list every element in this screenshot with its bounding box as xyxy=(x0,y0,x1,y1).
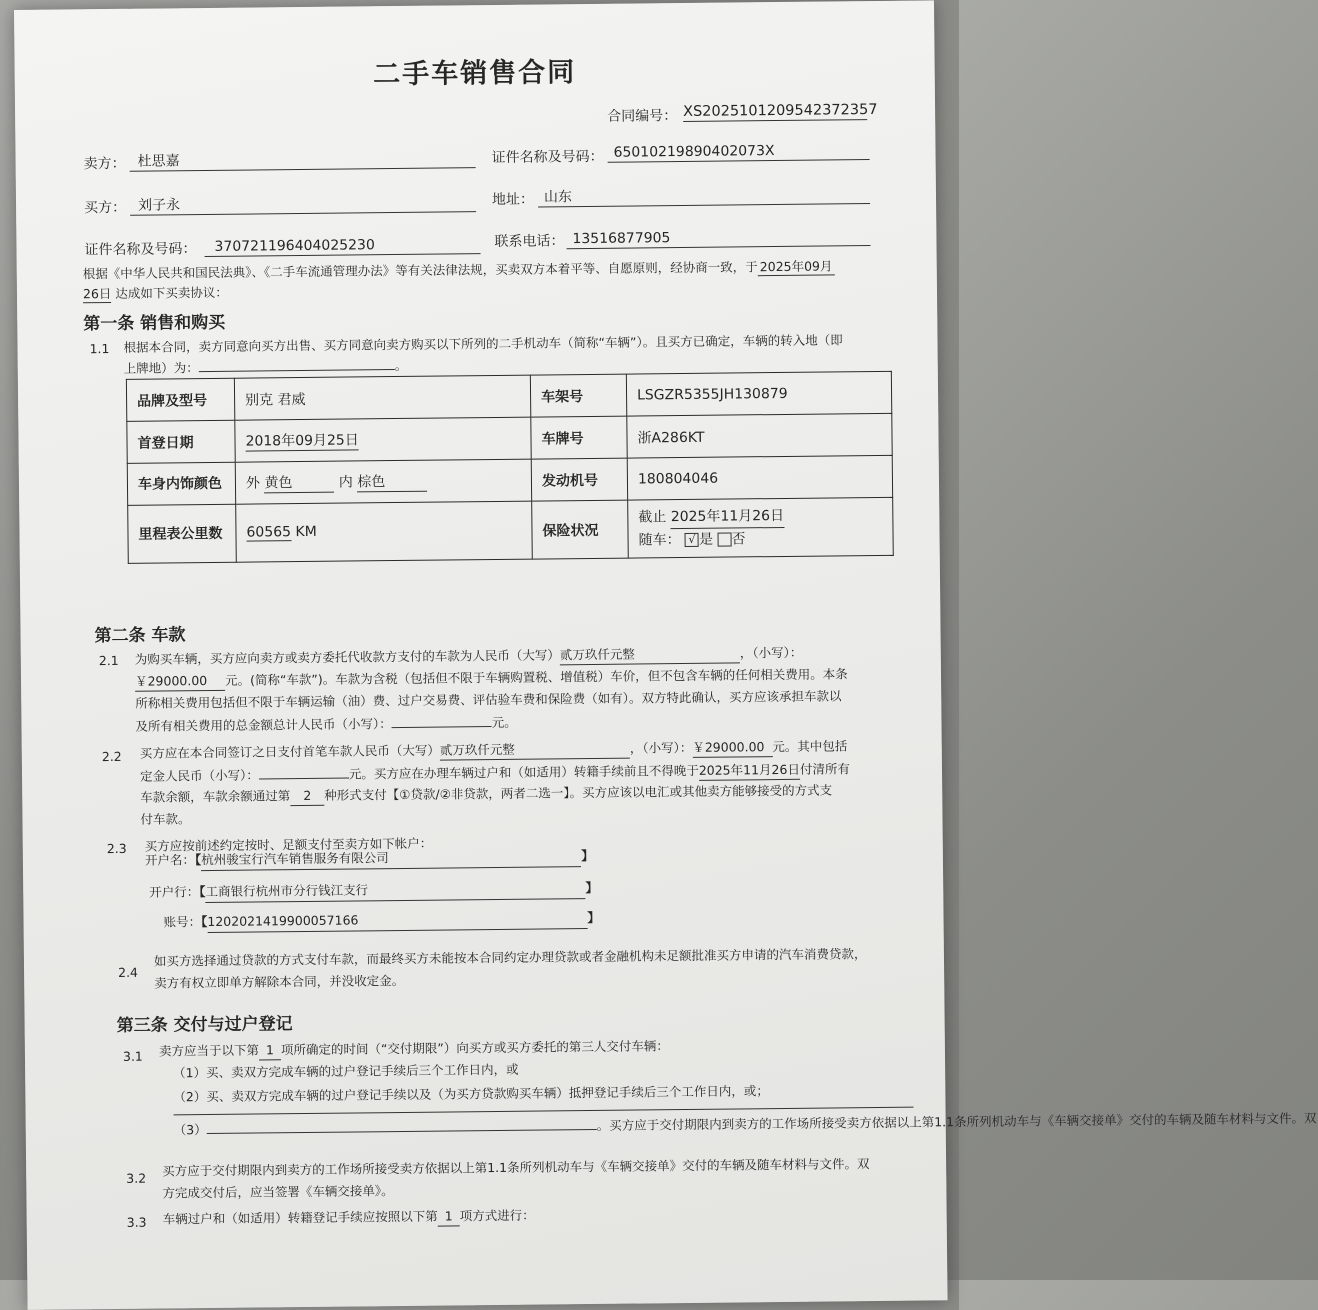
insurance-value: 截止 2025年11月26日 随车： √ 是 否 xyxy=(628,497,894,558)
checkbox-yes: √ xyxy=(685,533,699,547)
bank-row: 开户行：【工商银行杭州市分行钱江支行 】 xyxy=(149,878,598,904)
p31-option1: （1）买、卖双方完成车辆的过户登记手续后三个工作日内，或 xyxy=(173,1061,519,1081)
p31-line1: 卖方应当于以下第 1 项所确定的时间（“交付期限”）向买方或买方委托的第三人交付车辆： xyxy=(158,1038,669,1059)
brand-label: 品牌及型号 xyxy=(126,378,234,421)
phone: 13516877905 xyxy=(566,227,870,249)
vehicle-table xyxy=(126,371,894,564)
p32-line2: 方完成交付后，应当签署《车辆交接单》。 xyxy=(162,1183,394,1201)
p21-line1: 为购买车辆，买方应向卖方或卖方委托代收款方支付的车款为人民币（大写）贰万玖仟元整 ，（小写）： xyxy=(134,644,803,667)
intro-line2: 26日 达成如下买卖协议： xyxy=(82,284,228,302)
p24-num: 2.4 xyxy=(118,964,139,980)
p23-line1: 买方应按前述约定按时、足额支付至卖方如下帐户： xyxy=(144,835,433,854)
seller-label: 卖方： xyxy=(83,155,126,173)
p22-line4: 付车款。 xyxy=(140,811,191,827)
buyer-label: 买方： xyxy=(83,199,127,217)
p21-line3: 所称相关费用包括但不限于车辆运输（油）费、过户交易费、评估验车费和保险费（如有）。双方特此确认，买方应该承担车款以 xyxy=(135,688,842,711)
p21-num: 2.1 xyxy=(98,652,119,669)
article2-title: 第二条 车款 xyxy=(94,625,186,647)
p31-option2: （2）买、卖双方完成车辆的过户登记手续以及（为买方贷款购买车辆）抵押登记手续后三个工作日内，或； xyxy=(173,1083,769,1105)
p22-line3: 车款余额，车款余额通过第 2 种形式支付【①贷款/②非贷款，两者二选一】。买方应该以电汇或其他卖方能够接受的方式支 xyxy=(140,782,833,805)
mileage-label: 里程表公里数 xyxy=(128,504,237,563)
color-value: 外 黄色 内 棕色 xyxy=(235,459,531,504)
seller-id: 65010219890402073X xyxy=(607,141,869,163)
buyer-name: 刘子永 xyxy=(130,193,476,216)
p31-option3: （3） 。买方应于交付期限内到卖方的工作场所接受卖方依据以上第1.1条所列机动车与《车辆交接单》交付的车辆及随车材料与文件。双 xyxy=(173,1110,1317,1138)
address: 山东 xyxy=(538,185,870,207)
mileage-value: 60565 KM xyxy=(236,501,533,562)
plate-label: 车牌号 xyxy=(531,416,627,459)
reg-date-label: 首登日期 xyxy=(127,420,235,463)
engine-label: 发动机号 xyxy=(531,458,627,501)
color-label: 车身内饰颜色 xyxy=(127,462,235,505)
engine-value: 180804046 xyxy=(627,455,892,500)
p32-num: 3.2 xyxy=(126,1170,147,1186)
account-no-row: 账号：【1202021419900057166 】 xyxy=(163,908,599,934)
p32-line1: 买方应于交付期限内到卖方的工作场所接受卖方依据以上第1.1条所列机动车与《车辆交接单》交付的车辆及随车材料与文件。双 xyxy=(162,1156,870,1179)
seller-id-label: 证件名称及号码： xyxy=(491,148,604,167)
p22-num: 2.2 xyxy=(101,748,122,765)
vin-value: LSGZR5355JH130879 xyxy=(626,371,891,416)
article1-title: 第一条 销售和购买 xyxy=(83,312,226,335)
phone-label: 联系电话： xyxy=(494,233,565,250)
reg-date-value: 2018年09月25日 xyxy=(235,417,531,462)
buyer-id-label: 证件名称及号码： xyxy=(84,241,197,259)
buyer-id: 370721196404025230 xyxy=(204,235,480,257)
p24-line2: 卖方有权立即单方解除本合同，并没收定金。 xyxy=(154,972,405,991)
page-title: 二手车销售合同 xyxy=(373,57,577,91)
p11-line1: 根据本合同，卖方同意向买方出售、买方同意向卖方购买以下所列的二手机动车（简称“车辆”）。且买方已确定，车辆的转入地（即 xyxy=(123,332,843,355)
p21-line4: 及所有相关费用的总金额总计人民币（小写）： 元。 xyxy=(135,714,517,734)
p33-num: 3.3 xyxy=(126,1214,147,1230)
p23-num: 2.3 xyxy=(106,840,127,857)
p31-num: 3.1 xyxy=(122,1048,143,1064)
brand-value: 别克 君威 xyxy=(234,375,530,420)
address-label: 地址： xyxy=(491,191,535,209)
intro-line1: 根据《中华人民共和国民法典》、《二手车流通管理办法》等有关法律法规，买卖双方本着平等、自愿原则，经协商一致，于 2025年09月 xyxy=(83,257,835,283)
contract-no-label: 合同编号： xyxy=(607,108,678,125)
article3-title: 第三条 交付与过户登记 xyxy=(116,1014,293,1036)
p33-line1: 车辆过户和（如适用）转籍登记手续应按照以下第 1 项方式进行： xyxy=(162,1207,535,1227)
contract-no: XS2025101209542372357 xyxy=(683,101,878,120)
insurance-label: 保险状况 xyxy=(532,500,629,559)
p22-line1: 买方应在本合同签订之日支付首笔车款人民币（大写）贰万玖仟元整 ，（小写）：￥29000.00 元。其中包括 xyxy=(139,738,848,761)
p21-line2: ￥29000.00 元。(简称“车款”)。车款为含税（包括但不限于车辆购置税、增值税）车价，但不包含车辆的任何相关费用。本条 xyxy=(135,665,848,691)
p11-line2: 上牌地）为： 。 xyxy=(123,357,408,376)
checkbox-no xyxy=(717,533,731,547)
contract-page xyxy=(14,0,1317,1310)
seller-name: 杜思嘉 xyxy=(130,149,476,172)
plate-value: 浙A286KT xyxy=(627,413,892,458)
account-name-row: 开户名：【杭州骏宝行汽车销售服务有限公司 】 xyxy=(145,846,594,872)
p24-line1: 如买方选择通过贷款的方式支付车款，而最终买方未能按本合同约定办理贷款或者金融机构未足额批准买方申请的汽车消费贷款， xyxy=(153,946,867,969)
vin-label: 车架号 xyxy=(530,374,626,417)
p22-line2: 定金人民币（小写）： 元。买方应在办理车辆过户和（如适用）转籍手续前且不得晚于2025年11月26日付清所有 xyxy=(139,761,850,784)
p11-num: 1.1 xyxy=(89,341,110,357)
